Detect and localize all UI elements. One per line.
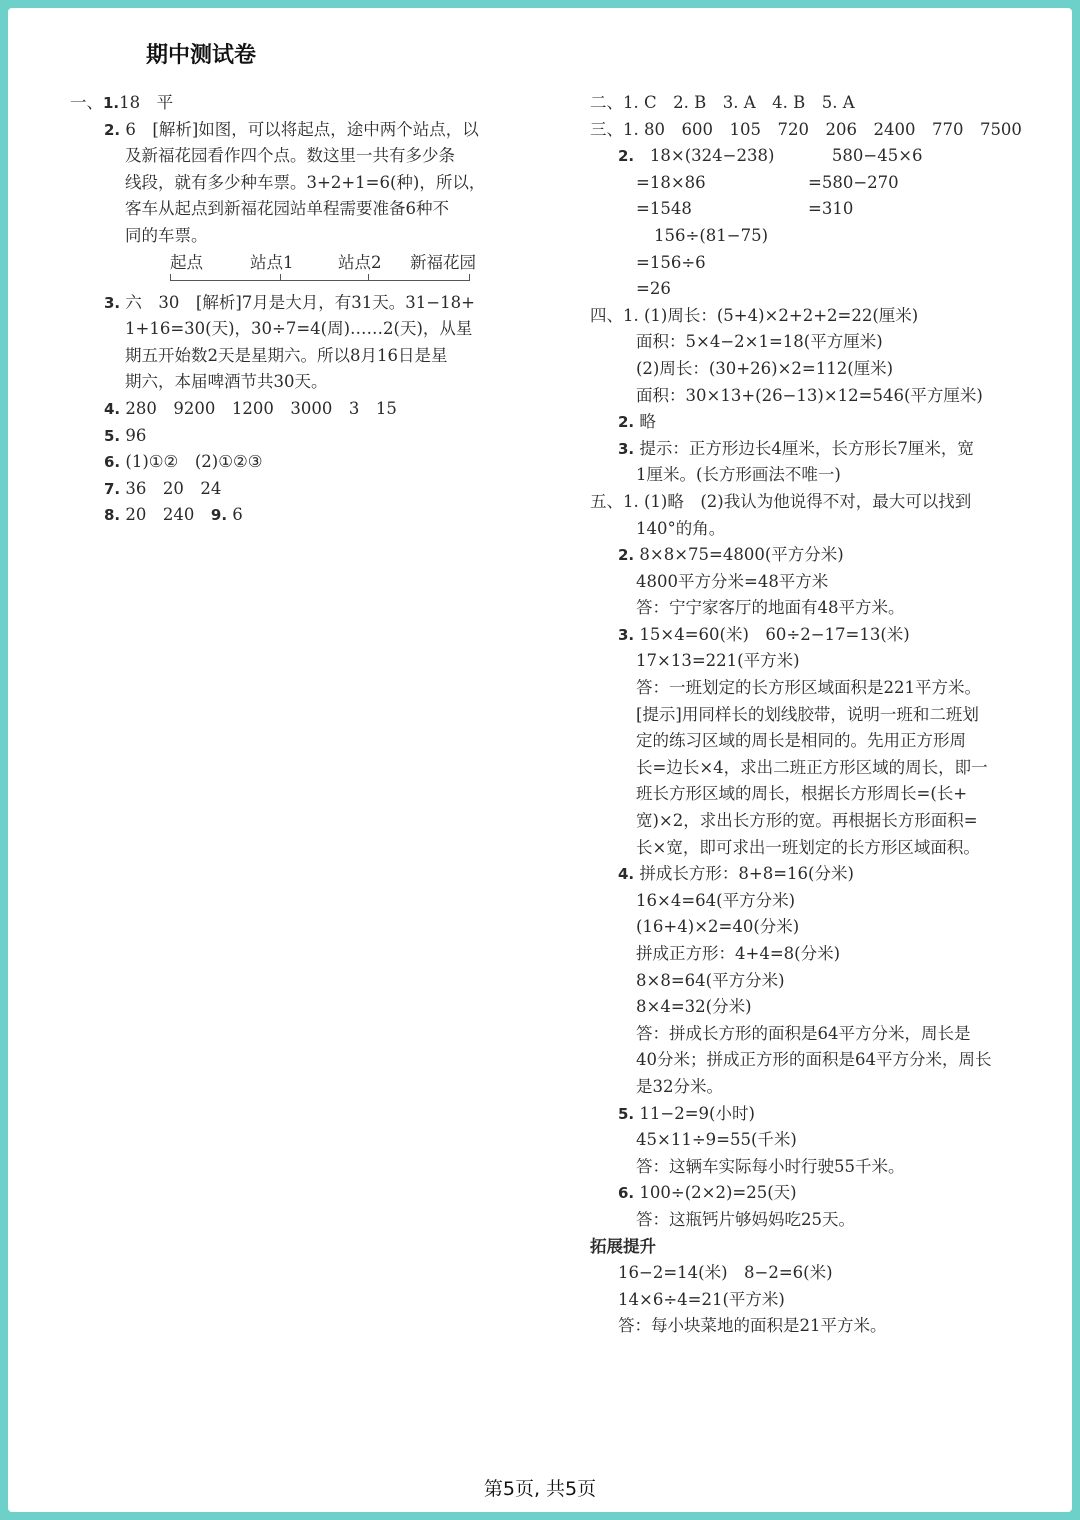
answer-line <box>590 409 1040 436</box>
section-number: 四、 <box>590 305 623 325</box>
diagram-tick <box>280 274 281 281</box>
answer-text: 18 平 <box>119 93 174 112</box>
diagram-label-stop1: 站点1 <box>250 252 294 272</box>
answer-text: 6 [解析]如图，可以将起点，途中两个站点，以 <box>125 119 479 139</box>
section-number: 一、 <box>70 93 103 112</box>
answer-line: 答：每小块菜地的面积是21平方米。 <box>618 1316 887 1336</box>
calc-left: =1548 <box>636 199 692 219</box>
answer-text: 11−2=9(小时) <box>639 1103 755 1123</box>
section-number: 二、 <box>590 93 623 112</box>
answer-page <box>8 8 1072 1512</box>
answer-line <box>590 90 1040 117</box>
answer-line: 答：这瓶钙片够妈妈吃25天。 <box>636 1209 855 1229</box>
answer-text: 96 <box>125 425 147 445</box>
answer-line: 班长方形区域的周长，根据长方形周长=(长+ <box>636 784 968 804</box>
answer-line: 长×宽，即可求出一班划定的长方形区域面积。 <box>636 837 980 857</box>
answer-line <box>70 476 540 503</box>
answer-line: 长=边长×4，求出二班正方形区域的周长，即一 <box>636 757 988 777</box>
answer-text: 1. C 2. B 3. A 4. B 5. A <box>623 93 855 112</box>
answer-line <box>70 502 540 529</box>
answer-line: [提示]用同样长的划线胶带，说明一班和二班划 <box>636 704 979 724</box>
answer-line: 1厘米。(长方形画法不唯一) <box>636 465 841 485</box>
diagram-tick <box>469 274 470 281</box>
answer-text: 6 <box>232 505 243 525</box>
answer-line: 面积：5×4−2×1=18(平方厘米) <box>636 332 883 352</box>
answer-line <box>70 290 540 317</box>
answer-line <box>590 542 1040 569</box>
answer-text: 拼成长方形：8+8=16(分米) <box>639 864 854 884</box>
answer-line <box>590 117 1040 144</box>
answer-line <box>70 396 540 423</box>
answer-line: =156÷6 <box>636 252 706 272</box>
page-footer: 第5页, 共5页 <box>483 1478 597 1500</box>
question-number: 3. <box>104 293 121 312</box>
question-number: 7. <box>104 479 121 498</box>
answer-line: (2)周长：(30+26)×2=112(厘米) <box>636 358 894 378</box>
answer-line <box>590 170 1040 197</box>
answer-line: 是32分米。 <box>636 1076 723 1096</box>
calc-right: =310 <box>808 199 854 219</box>
answer-line: 8×4=32(分米) <box>636 997 752 1017</box>
diagram-tick <box>368 274 369 281</box>
answer-line: 45×11÷9=55(千米) <box>636 1130 797 1150</box>
answer-line: 1+16=30(天)，30÷7=4(周)……2(天)，从星 <box>125 319 473 339</box>
answer-text: 1. (1)略 (2)我认为他说得不对，最大可以找到 <box>623 491 972 511</box>
section-heading-extension: 拓展提升 <box>590 1236 656 1256</box>
answer-line: =26 <box>636 279 671 299</box>
answer-line <box>590 436 1040 463</box>
answer-line: 定的练习区域的周长是相同的。先用正方形周 <box>636 731 966 751</box>
question-number: 3. <box>618 439 635 458</box>
answer-line <box>70 449 540 476</box>
question-number: 6. <box>104 453 121 472</box>
question-number: 5. <box>104 426 121 445</box>
calc-left: =18×86 <box>636 172 706 192</box>
right-column <box>590 90 1040 1340</box>
answer-line <box>590 303 1040 330</box>
answer-line: 及新福花园看作四个点。数这里一共有多少条 <box>125 146 455 166</box>
diagram-label-stop2: 站点2 <box>338 252 382 272</box>
left-column <box>70 90 540 529</box>
answer-line <box>590 489 1040 516</box>
answer-line: 16×4=64(平方分米) <box>636 890 796 910</box>
answer-text: 36 20 24 <box>125 478 222 498</box>
answer-text: (1)①② (2)①②③ <box>125 452 263 472</box>
answer-line: 14×6÷4=21(平方米) <box>618 1289 785 1309</box>
answer-line: 同的车票。 <box>125 225 208 245</box>
question-number: 6. <box>618 1184 635 1203</box>
answer-line: 答：一班划定的长方形区域面积是221平方米。 <box>636 678 981 698</box>
section-number: 三、 <box>590 119 623 139</box>
answer-line: 答：宁宁家客厅的地面有48平方米。 <box>636 598 905 618</box>
answer-line: 40分米；拼成正方形的面积是64平方分米，周长 <box>636 1050 992 1070</box>
answer-line: 答：这辆车实际每小时行驶55千米。 <box>636 1156 905 1176</box>
answer-line <box>590 622 1040 649</box>
answer-text: 15×4=60(米) 60÷2−17=13(米) <box>639 624 910 644</box>
answer-line: 16−2=14(米) 8−2=6(米) <box>618 1263 833 1283</box>
answer-line: 宽)×2，求出长方形的宽。再根据长方形面积= <box>636 811 978 831</box>
answer-line <box>70 90 540 117</box>
route-diagram <box>170 250 500 290</box>
answer-text: 六 30 [解析]7月是大月，有31天。31−18+ <box>125 292 475 312</box>
answer-line: 线段，就有多少种车票。3+2+1=6(种)，所以， <box>125 172 486 192</box>
question-number: 5. <box>618 1104 635 1123</box>
calc-left: 18×(324−238) <box>649 146 775 166</box>
answer-text: 20 240 <box>125 505 195 525</box>
question-number: 4. <box>104 399 121 418</box>
answer-text: 1. 80 600 105 720 206 2400 770 7500 <box>623 119 1022 139</box>
diagram-label-end: 新福花园 <box>410 252 476 272</box>
answer-line <box>590 861 1040 888</box>
answer-text: 略 <box>639 412 656 432</box>
question-number: 8. <box>104 506 121 525</box>
answer-text: 1. (1)周长：(5+4)×2+2+2=22(厘米) <box>623 305 919 325</box>
section-number: 五、 <box>590 491 623 511</box>
diagram-label-start: 起点 <box>170 252 203 272</box>
question-number: 2. <box>618 413 635 432</box>
answer-line: 答：拼成长方形的面积是64平方分米，周长是 <box>636 1023 971 1043</box>
answer-line: 期六，本届啤酒节共30天。 <box>125 372 328 392</box>
answer-text: 提示：正方形边长4厘米，长方形长7厘米，宽 <box>639 438 974 458</box>
calc-right: 580−45×6 <box>831 146 923 166</box>
answer-line <box>590 1180 1040 1207</box>
question-number: 9. <box>210 506 228 525</box>
answer-line: 拼成正方形：4+4=8(分米) <box>636 944 841 963</box>
question-number: 2. <box>104 120 121 139</box>
question-number: 4. <box>618 865 635 884</box>
answer-line: 156÷(81−75) <box>654 225 769 245</box>
diagram-line <box>170 280 470 281</box>
answer-text: 8×8×75=4800(平方分米) <box>639 545 844 565</box>
answer-text: 100÷(2×2)=25(天) <box>639 1183 797 1203</box>
answer-line: 面积：30×13+(26−13)×12=546(平方厘米) <box>636 385 983 405</box>
answer-line <box>70 423 540 450</box>
answer-line: 140°的角。 <box>636 518 726 538</box>
answer-line: 17×13=221(平方米) <box>636 651 800 671</box>
diagram-tick <box>170 274 171 281</box>
question-number: 1. <box>103 94 120 112</box>
answer-line: 4800平方分米=48平方米 <box>636 571 829 591</box>
answer-line: 期五开始数2天是星期六。所以8月16日是星 <box>125 345 448 365</box>
answer-line <box>70 117 540 144</box>
answer-line <box>590 196 1040 223</box>
answer-line <box>590 1101 1040 1128</box>
answer-line: 客车从起点到新福花园站单程需要准备6种不 <box>125 199 449 219</box>
answer-line <box>590 143 1040 170</box>
page-title: 期中测试卷 <box>146 43 257 68</box>
calc-right: =580−270 <box>808 172 899 192</box>
question-number: 2. <box>618 546 635 565</box>
answer-line: 8×8=64(平方分米) <box>636 970 785 990</box>
answer-line: (16+4)×2=40(分米) <box>636 917 800 937</box>
answer-text: 280 9200 1200 3000 3 15 <box>125 398 397 418</box>
question-number: 2. <box>618 147 635 166</box>
question-number: 3. <box>618 625 635 644</box>
